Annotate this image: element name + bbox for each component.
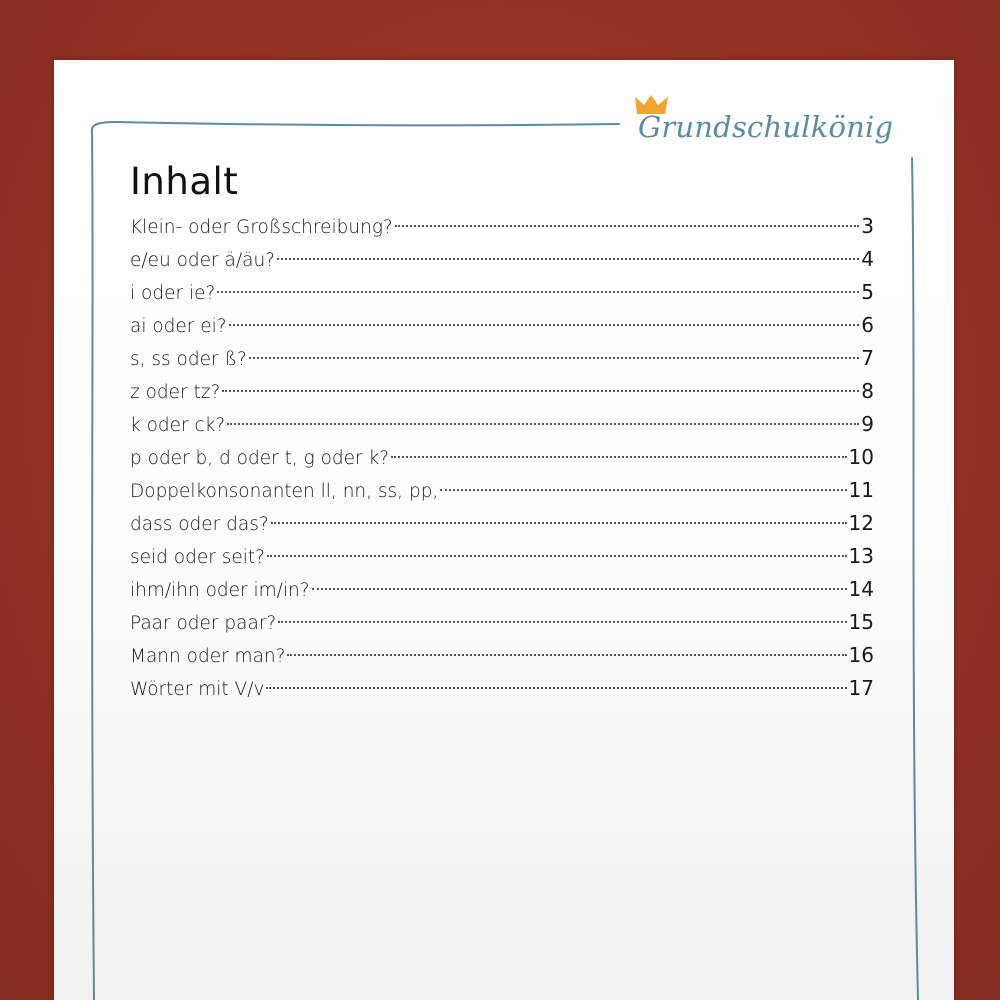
toc-entry-page: 6 bbox=[861, 313, 874, 337]
toc-entry-page: 12 bbox=[848, 511, 874, 535]
toc-entry-label: seid oder seit? bbox=[130, 547, 265, 568]
toc-entry bbox=[130, 375, 874, 408]
document-page bbox=[54, 60, 954, 1000]
toc-entry bbox=[130, 540, 874, 573]
brand-logo bbox=[634, 94, 934, 154]
toc-leader-dots bbox=[287, 654, 846, 656]
toc-leader-dots bbox=[271, 522, 847, 524]
table-of-contents bbox=[130, 210, 874, 705]
toc-entry bbox=[130, 573, 874, 606]
brand-name: Grundschulkönig bbox=[638, 110, 894, 144]
toc-entry-label: Klein- oder Großschreibung? bbox=[130, 217, 393, 238]
toc-leader-dots bbox=[249, 357, 859, 359]
toc-entry-page: 3 bbox=[861, 214, 874, 238]
toc-entry-page: 4 bbox=[861, 247, 874, 271]
toc-leader-dots bbox=[395, 225, 860, 227]
toc-entry-label: z oder tz? bbox=[130, 382, 221, 403]
toc-entry bbox=[130, 606, 874, 639]
toc-entry-label: e/eu oder ä/äu? bbox=[130, 250, 275, 271]
toc-entry-label: Mann oder man? bbox=[130, 646, 286, 667]
toc-entry-page: 9 bbox=[861, 412, 874, 436]
toc-entry bbox=[130, 342, 874, 375]
toc-entry-label: k oder ck? bbox=[130, 415, 226, 436]
toc-entry-label: dass oder das? bbox=[130, 514, 269, 535]
toc-entry-page: 17 bbox=[848, 676, 874, 700]
toc-leader-dots bbox=[217, 291, 859, 293]
toc-entry-page: 8 bbox=[861, 379, 874, 403]
toc-leader-dots bbox=[440, 489, 846, 491]
toc-entry-label: s, ss oder ß? bbox=[130, 349, 247, 370]
toc-entry-label: ai oder ei? bbox=[130, 316, 227, 337]
toc-entry-page: 7 bbox=[861, 346, 874, 370]
toc-entry-page: 10 bbox=[848, 445, 874, 469]
toc-entry bbox=[130, 672, 874, 705]
toc-entry bbox=[130, 474, 874, 507]
toc-leader-dots bbox=[227, 423, 859, 425]
toc-leader-dots bbox=[277, 258, 859, 260]
toc-entry-page: 11 bbox=[848, 478, 874, 502]
toc-entry-page: 16 bbox=[848, 643, 874, 667]
toc-entry-label: p oder b, d oder t, g oder k? bbox=[130, 448, 390, 469]
toc-entry-label: Doppelkonsonanten ll, nn, ss, pp, bbox=[130, 481, 439, 502]
toc-entry bbox=[130, 408, 874, 441]
toc-entry bbox=[130, 210, 874, 243]
toc-entry bbox=[130, 309, 874, 342]
toc-entry bbox=[130, 441, 874, 474]
toc-leader-dots bbox=[391, 456, 846, 458]
page-title: Inhalt bbox=[130, 160, 239, 203]
toc-entry bbox=[130, 276, 874, 309]
toc-entry-page: 15 bbox=[848, 610, 874, 634]
toc-entry bbox=[130, 507, 874, 540]
toc-entry bbox=[130, 639, 874, 672]
toc-entry-page: 14 bbox=[848, 577, 874, 601]
toc-leader-dots bbox=[267, 555, 847, 557]
toc-entry-page: 13 bbox=[848, 544, 874, 568]
toc-leader-dots bbox=[229, 324, 860, 326]
toc-leader-dots bbox=[222, 390, 859, 392]
toc-leader-dots bbox=[266, 687, 846, 689]
toc-entry-label: Wörter mit V/v bbox=[130, 679, 265, 700]
toc-entry-label: Paar oder paar? bbox=[130, 613, 277, 634]
toc-entry bbox=[130, 243, 874, 276]
toc-entry-page: 5 bbox=[861, 280, 874, 304]
toc-entry-label: i oder ie? bbox=[130, 283, 216, 304]
toc-leader-dots bbox=[312, 588, 847, 590]
toc-entry-label: ihm/ihn oder im/in? bbox=[130, 580, 310, 601]
toc-leader-dots bbox=[278, 621, 846, 623]
